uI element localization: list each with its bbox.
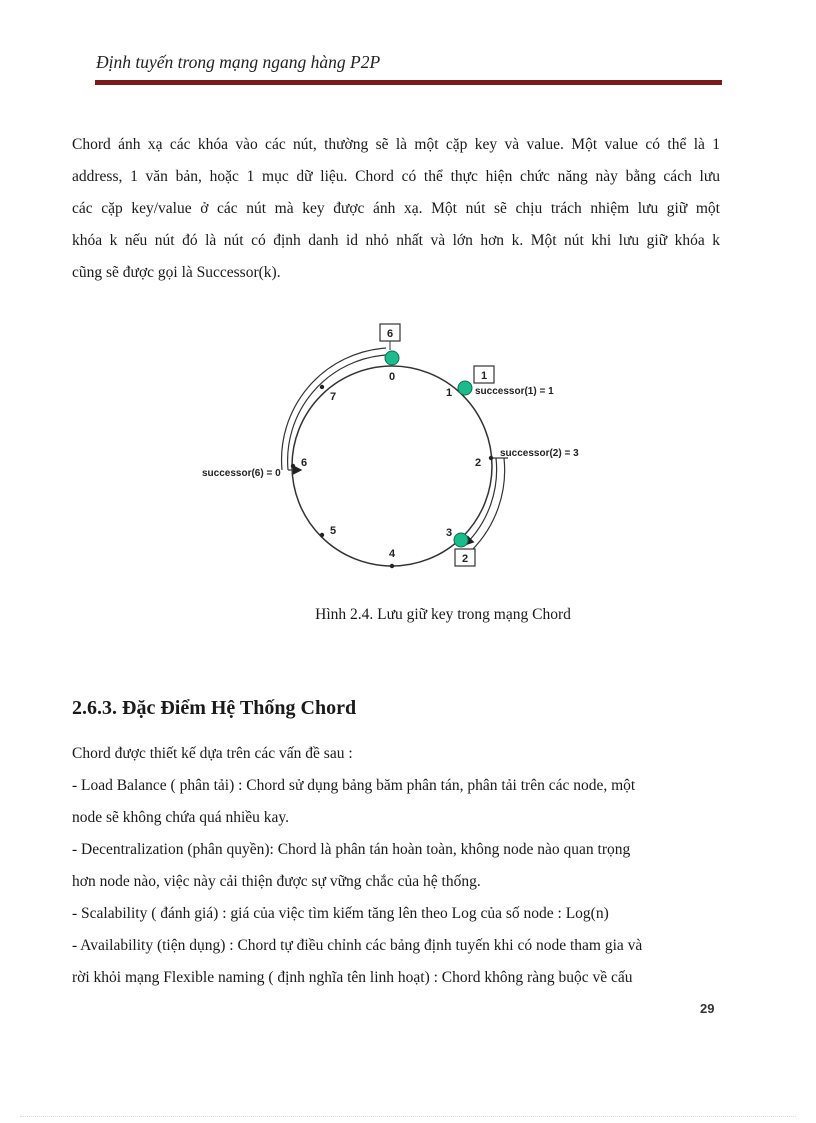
page-number: 29 (700, 1001, 715, 1016)
section-line: hơn node nào, việc này cải thiện được sự vững chắc của hệ thống. (72, 873, 481, 890)
page-header-title: Định tuyến trong mạng ngang hàng P2P (96, 52, 381, 72)
section-body (72, 738, 720, 994)
ring-label-2: 2 (474, 457, 482, 469)
paragraph-line: các cặp key/value ở các nút mà key được ánh xạ. Một nút sẽ chịu trách nhiệm lưu giữ một (72, 200, 720, 217)
paragraph-line: Chord ánh xạ các khóa vào các nút, thường sẽ là một cặp key và value. Một value có thể là 1 (72, 136, 720, 153)
paragraph-line: khóa k nếu nút đó là nút có định danh id nhỏ nhất và lớn hơn k. Một nút khi lưu giữ khóa k (72, 232, 720, 249)
section-line: node sẽ không chứa quá nhiều kay. (72, 809, 290, 826)
successor-6-arc (288, 355, 386, 470)
section-line: - Availability (tiện dụng) : Chord tự điều chỉnh các bảng định tuyến khi có node tham gia và (72, 937, 643, 954)
chord-ring-figure (190, 318, 610, 578)
ring-dot-4 (390, 564, 394, 568)
chord-ring-diagram (190, 318, 610, 578)
ring-dot-2 (489, 456, 493, 460)
successor-2-label: successor(2) = 3 (500, 448, 579, 459)
paragraph-line: cũng sẽ được gọi là Successor(k). (72, 264, 281, 281)
successor-6-arc-inner (282, 348, 386, 470)
key-box-1-label: 1 (480, 370, 488, 382)
ring-label-7: 7 (329, 391, 337, 403)
ring-label-3: 3 (445, 527, 453, 539)
node-3 (454, 533, 468, 547)
intro-paragraph (72, 129, 720, 289)
node-0 (385, 351, 399, 365)
paragraph-line: address, 1 văn bản, hoặc 1 mục dữ liệu. Chord có thể thực hiện chức năng này bằng cách lưu (72, 168, 720, 185)
ring-dot-6 (291, 464, 295, 468)
ring-label-1: 1 (445, 387, 453, 399)
section-line: - Scalability ( đánh giá) : giá của việc tìm kiếm tăng lên theo Log của số node : Log(n) (72, 905, 609, 922)
ring-label-5: 5 (329, 525, 337, 537)
section-heading: 2.6.3. Đặc Điểm Hệ Thống Chord (72, 697, 357, 719)
figure-caption: Hình 2.4. Lưu giữ key trong mạng Chord (315, 606, 571, 623)
section-line: - Load Balance ( phân tải) : Chord sử dụng bảng băm phân tán, phân tải trên các node, một (72, 777, 636, 794)
section-line: - Decentralization (phân quyền): Chord là phân tán hoàn toàn, không node nào quan trọng (72, 841, 631, 858)
footer-divider (20, 1116, 796, 1117)
node-1 (458, 381, 472, 395)
ring-dot-5 (320, 533, 324, 537)
ring-label-6: 6 (300, 457, 308, 469)
ring-dot-7 (320, 385, 324, 389)
key-box-2-label: 2 (461, 553, 469, 565)
successor-2-arc-inner (472, 458, 505, 550)
header-rule (95, 80, 722, 85)
key-box-6-label: 6 (386, 328, 394, 340)
section-line: rời khỏi mạng Flexible naming ( định nghĩa tên linh hoạt) : Chord không ràng buộc về cấu (72, 969, 633, 986)
successor-6-label: successor(6) = 0 (202, 468, 281, 479)
successor-1-label: successor(1) = 1 (475, 386, 554, 397)
section-line: Chord được thiết kế dựa trên các vấn đề sau : (72, 745, 353, 762)
ring-label-0: 0 (388, 371, 396, 383)
ring-label-4: 4 (388, 548, 396, 560)
